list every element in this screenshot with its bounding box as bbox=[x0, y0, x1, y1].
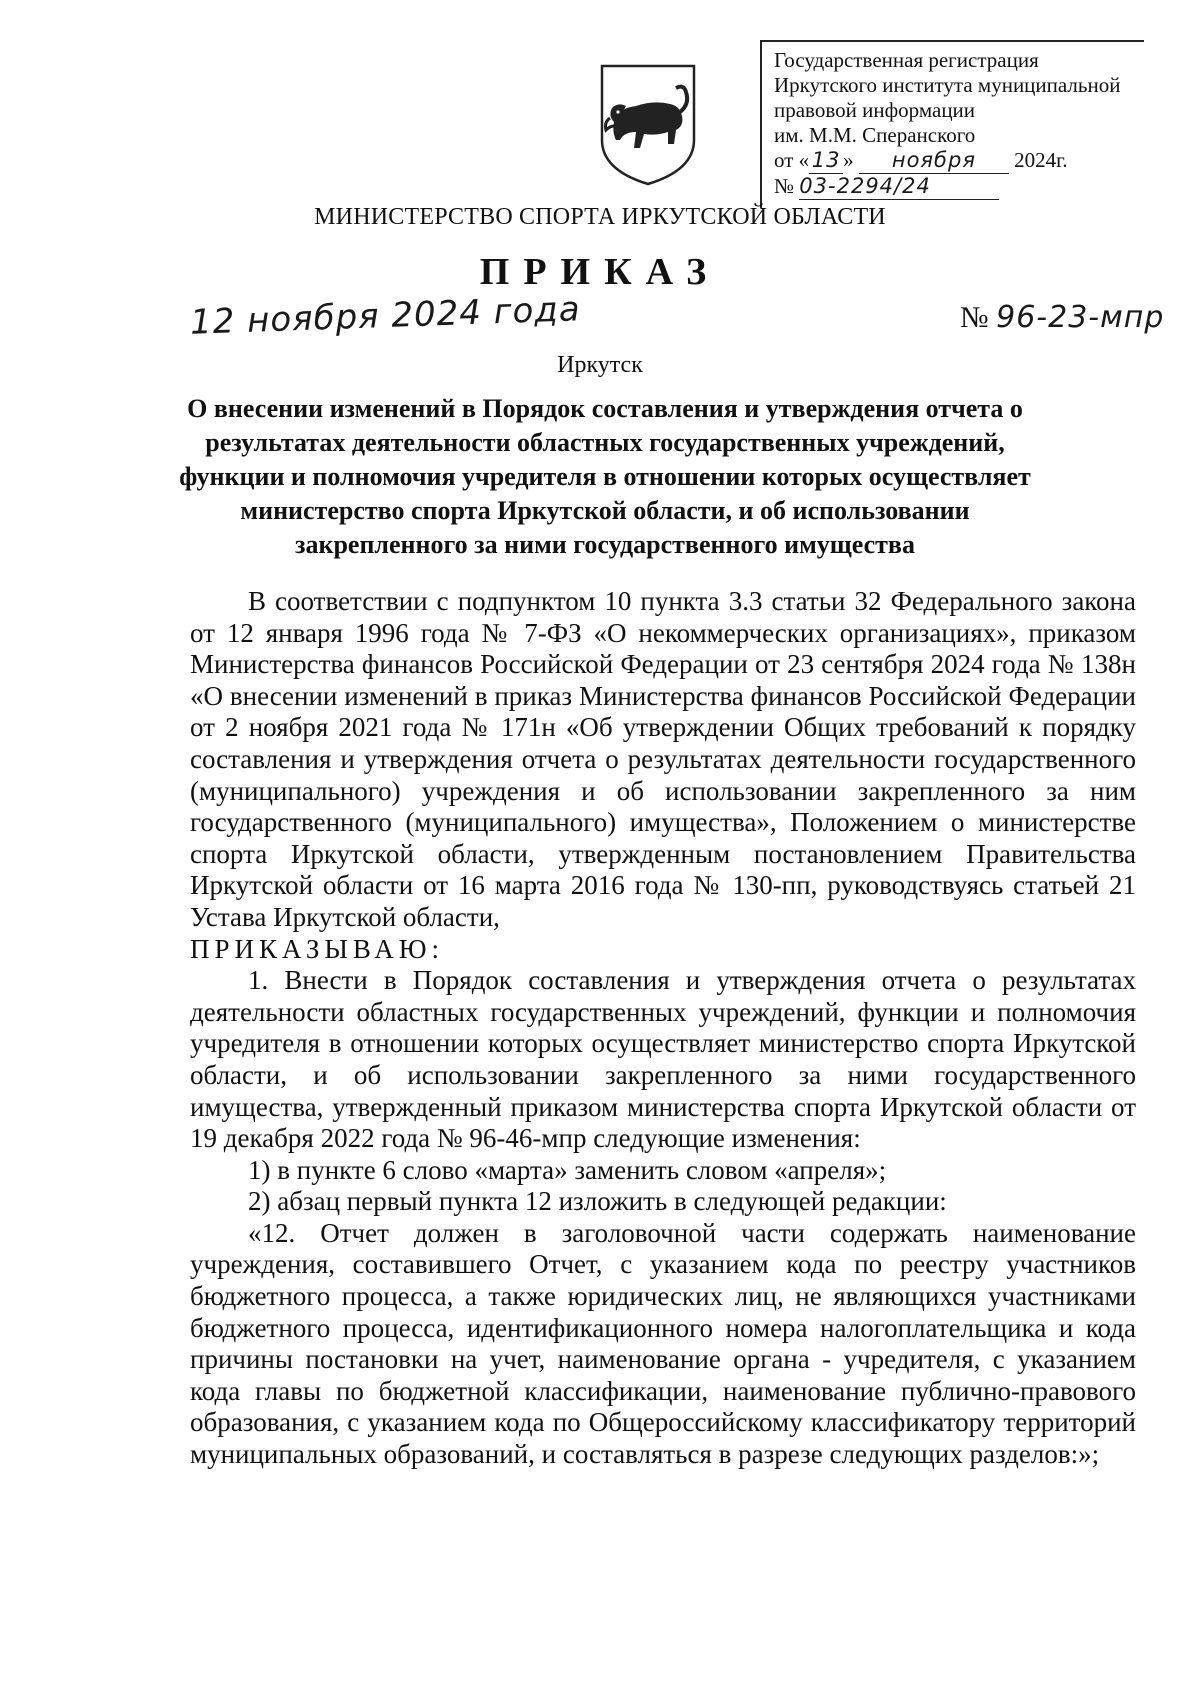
number-prefix: № bbox=[960, 301, 989, 334]
stamp-day-close: » bbox=[843, 148, 854, 172]
stamp-line: им. М.М. Сперанского bbox=[774, 123, 976, 147]
handwritten-date: 12 ноября 2024 года bbox=[189, 289, 582, 343]
stamp-month: ноября bbox=[859, 148, 1009, 174]
registration-stamp bbox=[760, 40, 1144, 208]
stamp-year-suffix: г. bbox=[1056, 148, 1068, 172]
item-1-2-paragraph: 2) абзац первый пункта 12 изложить в следующей редакции: bbox=[248, 1186, 947, 1217]
stamp-no-prefix: № bbox=[774, 174, 795, 198]
order-word: ПРИКАЗЫВАЮ: bbox=[190, 933, 444, 964]
stamp-from-prefix: от « bbox=[774, 148, 810, 172]
stamp-number-line bbox=[774, 174, 1144, 200]
item-1-1-paragraph: 1) в пункте 6 слово «марта» заменить словом «апреля»; bbox=[248, 1154, 887, 1185]
stamp-year: 2024 bbox=[1014, 148, 1057, 172]
ministry-name: МИНИСТЕРСТВО СПОРТА ИРКУТСКОЙ ОБЛАСТИ bbox=[314, 204, 886, 230]
city-name: Иркутск bbox=[557, 352, 643, 378]
stamp-line: Государственная регистрация bbox=[774, 48, 1039, 72]
order-subject: О внесении изменений в Порядок составления и утверждения отчета о результатах деятельности областных государственных учреждений, функции и полномочия учредителя в отношении которых осуществляет министерство спорта Иркутской области, и об использовании закрепленного за ними государственного имущества bbox=[179, 394, 1031, 559]
item-1-paragraph: 1. Внести в Порядок составления и утверждения отчета о результатах деятельности областных государственных учреждений, функции и полномочия учредителя в отношении которых осуществляет министерство спорта Иркутской области, и об использовании закрепленного за ними государственного имущества, утвержденный приказом министерства спорта Иркутской области от 19 декабря 2022 года № 96-46-мпр следующие изменения: bbox=[190, 965, 1136, 1154]
coat-of-arms-icon bbox=[596, 60, 700, 188]
order-body bbox=[190, 586, 1136, 1471]
preamble-paragraph: В соответствии с подпунктом 10 пункта 3.3 статьи 32 Федерального закона от 12 января 1996 года № 7-ФЗ «О некоммерческих организациях», приказом Министерства финансов Российской Федерации от 23 сентября 2024 года № 138н «О внесении изменений в приказ Министерства финансов Российской Федерации от 2 ноября 2021 года № 171н «Об утверждении Общих требований к порядку составления и утверждения отчета о результатах деятельности государственного (муниципального) учреждения и об использовании закрепленного за ним государственного (муниципального) имущества», Положением о министерстве спорта Иркутской области, утвержденным постановлением Правительства Иркутской области от 16 марта 2016 года № 130-пп, руководствуясь статьей 21 Устава Иркутской области, bbox=[190, 586, 1136, 932]
stamp-reg-number: 03-2294/24 bbox=[799, 174, 999, 200]
stamp-line: Иркутского института муниципальной bbox=[774, 73, 1121, 97]
stamp-date-line bbox=[774, 148, 1144, 174]
order-number bbox=[960, 300, 1164, 335]
item-1-2-text-paragraph: «12. Отчет должен в заголовочной части содержать наименование учреждения, составившего Отчет, с указанием кода по реестру участников бюджетного процесса, а также юридических лиц, не являющихся участниками бюджетного процесса, идентификационного номера налогоплательщика и кода причины постановки на учет, наименование органа - учредителя, с указанием кода главы по бюджетной классификации, наименование публично-правового образования, с указанием кода по Общероссийскому классификатору территорий муниципальных образований, и составляться в разрезе следующих разделов:»; bbox=[190, 1217, 1136, 1470]
stamp-line: правовой информации bbox=[774, 98, 976, 122]
handwritten-number: 96-23-мпр bbox=[996, 300, 1165, 335]
stamp-day: 13 bbox=[809, 148, 843, 174]
document-type-title: ПРИКАЗ bbox=[479, 251, 721, 293]
